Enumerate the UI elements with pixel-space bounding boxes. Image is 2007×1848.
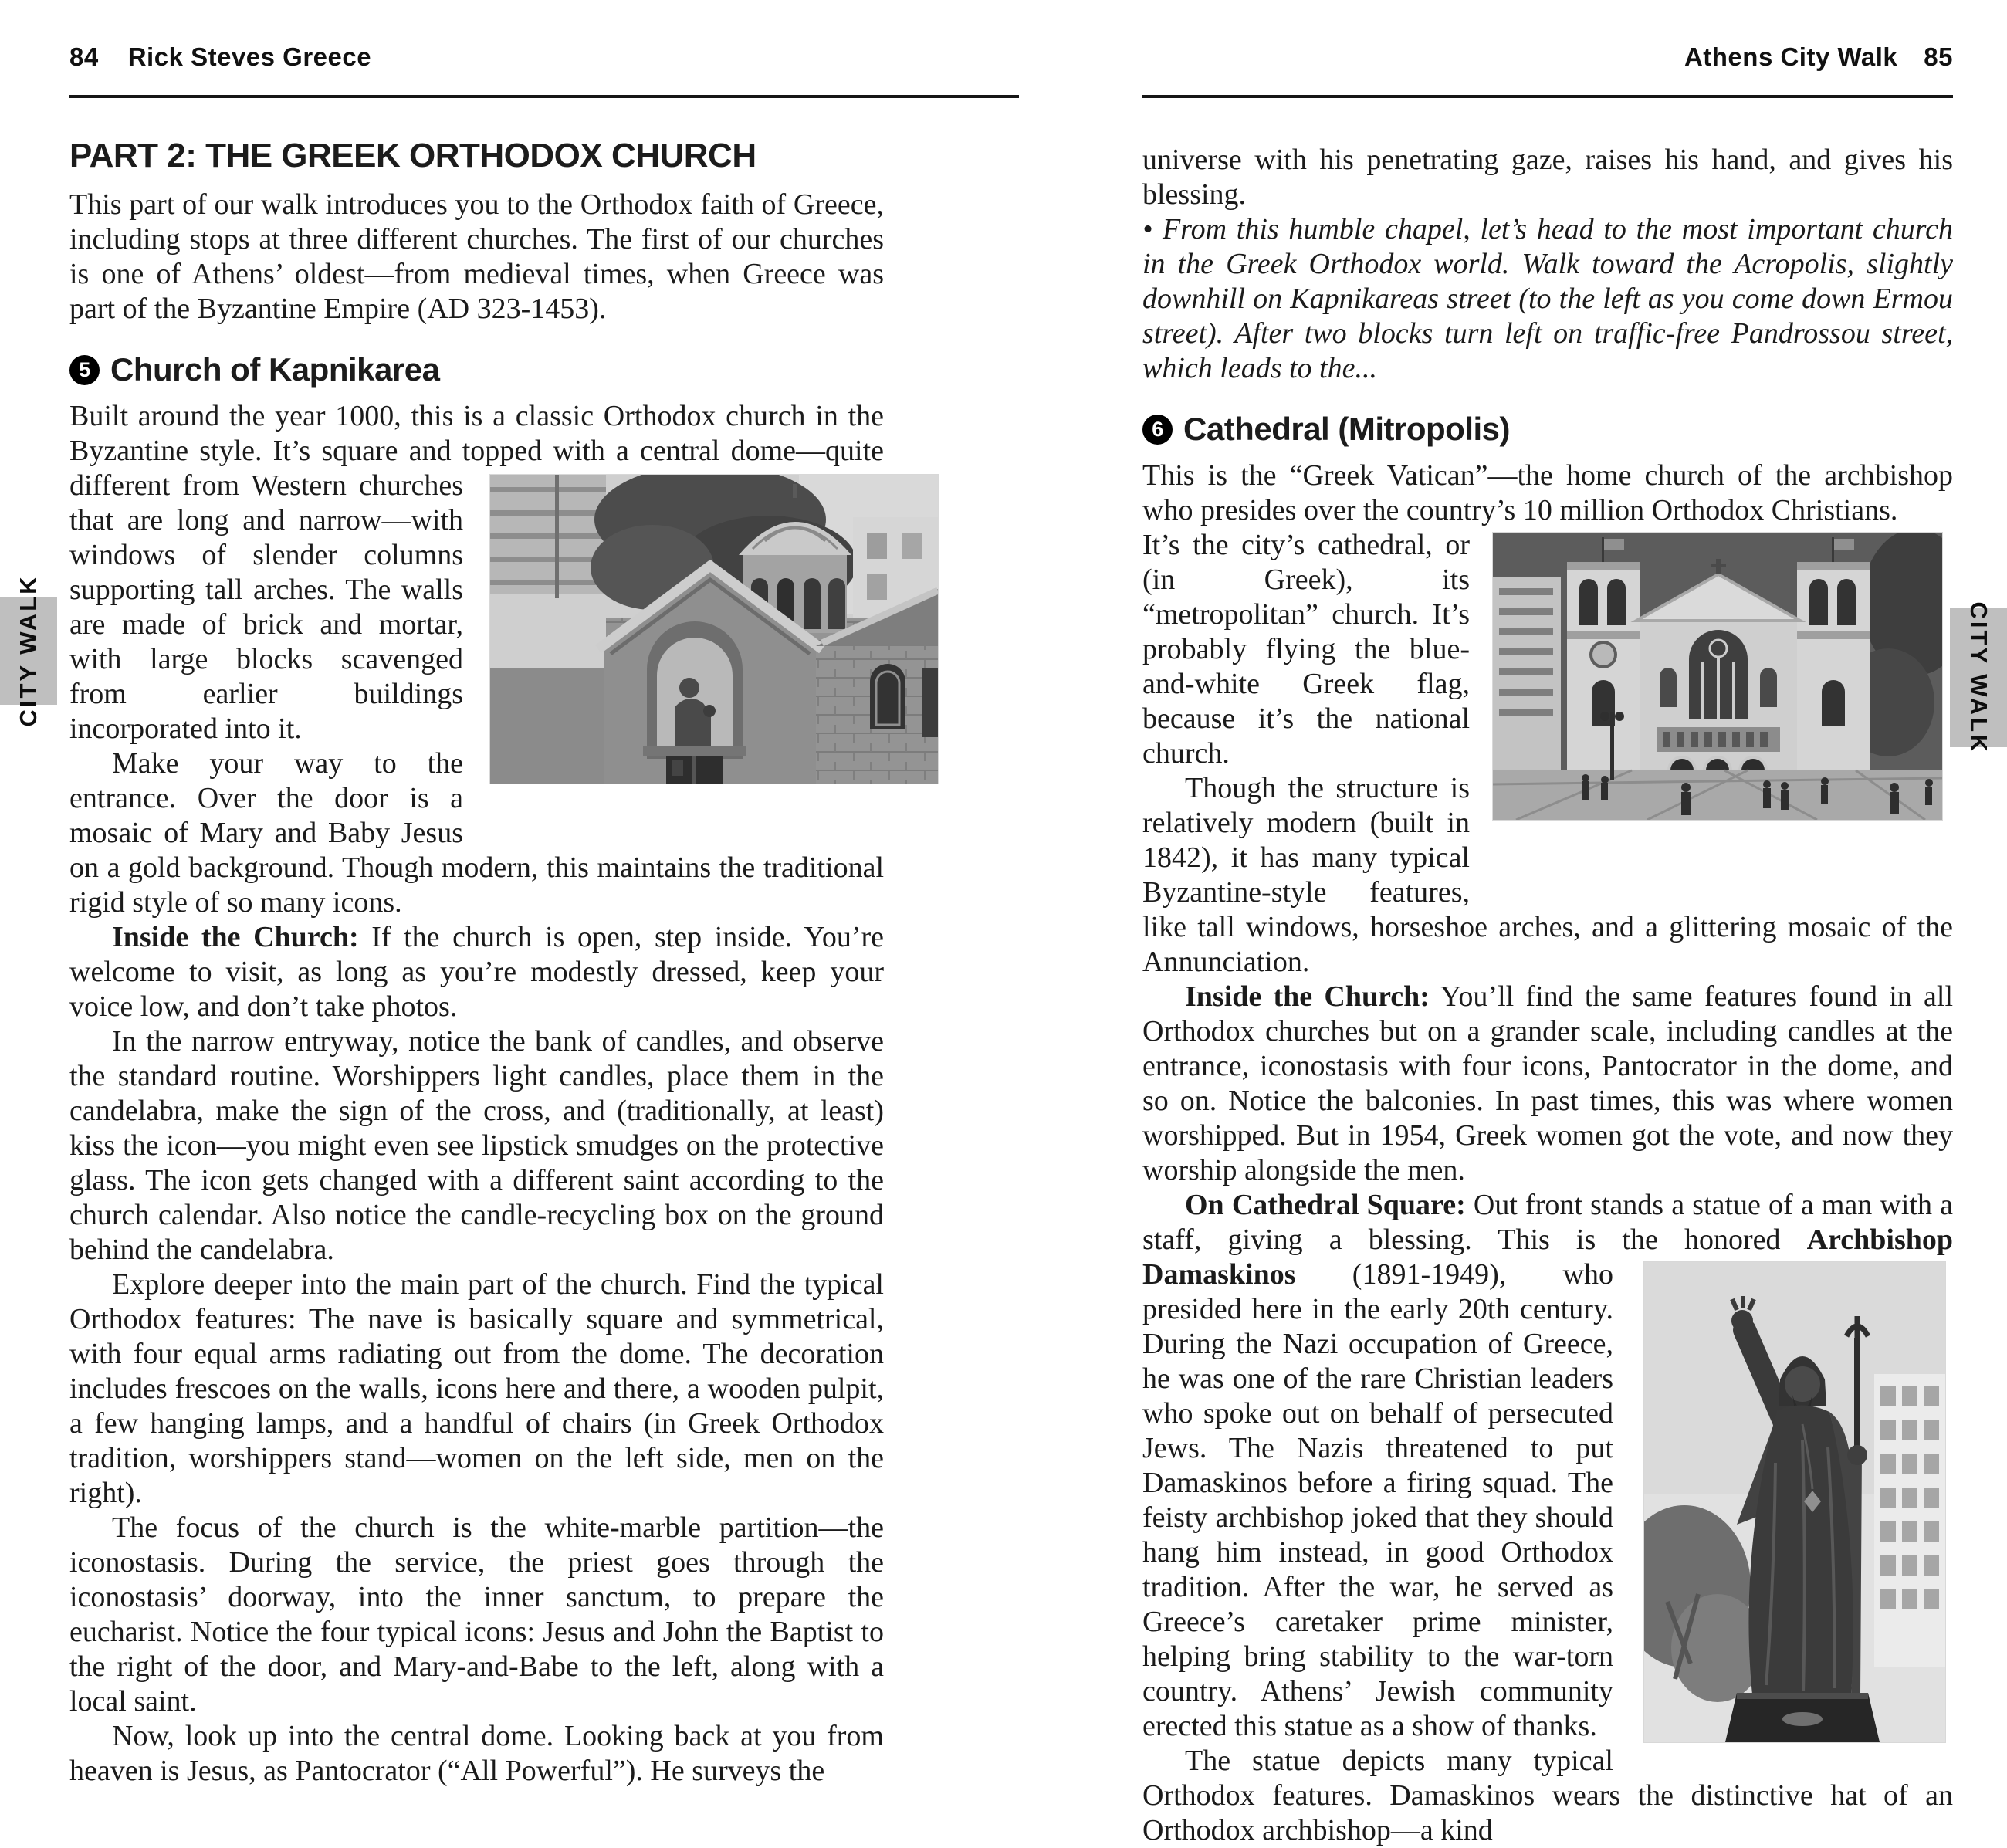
chapter-title: Athens City Walk: [1684, 42, 1898, 71]
text-run: Out front stands a statue of a man with a staff, giving a blessing. This is the honored: [1142, 1189, 1953, 1256]
section-title: Cathedral (Mitropolis): [1183, 411, 1511, 447]
header-rule: [1142, 95, 1953, 98]
paragraph: Now, look up into the central dome. Looking back at you from heaven is Jesus, as Pantocrator (“All Powerful”). He surveys the: [69, 1720, 884, 1787]
city-walk-tab-left: [0, 574, 57, 727]
text-run: It’s the city’s cathedral, or (in Greek), its “metropolitan” church. It’s probably flying the blue-and-white Greek flag, because it’s the national church.: [1142, 529, 1470, 770]
paragraph: In the narrow entryway, notice the bank of candles, and observe the standard routine. Worshippers light candles, place them in the candelabra, make the sign of the cross, and (traditionally, at least) kiss the icon—you might even see lipstick smudges on the protective glass. The icon gets changed with a different saint according to the church calendar. Also notice the candle-recycling box on the ground behind the candelabra.: [69, 1025, 884, 1266]
running-header-left: [69, 42, 884, 73]
cathedral-mitropolis-photo: [1493, 533, 1942, 820]
page-number: 84: [69, 42, 99, 71]
run-in-heading: Inside the Church:: [1185, 980, 1430, 1013]
header-rule: [69, 95, 1019, 98]
paragraph: [1142, 528, 1953, 771]
intro-paragraph: This part of our walk introduces you to the Orthodox faith of Greece, including stops at three different churches. The first of our churches is one of Athens’ oldest—from medieval times, when Greece was part of the Byzantine Empire (AD 323-1453).: [69, 188, 884, 325]
circled-5-icon: 5: [69, 355, 100, 385]
text-run: different from Western churches that are long and narrow—with windows of slender columns supporting tall arches. The walls are made of brick and mortar, with large blocks scavenged from earlier buildings incorporated into it.: [69, 469, 463, 745]
text-run: If the church is open, step inside. You’re welcome to visit, as long as you’re modestly dressed, keep your voice low, and don’t take photos.: [69, 921, 885, 1023]
kapnikarea-photo-illustration: [490, 475, 938, 784]
paragraph: [69, 399, 884, 746]
kapnikarea-church-photo: [490, 475, 938, 784]
running-header-right: [1142, 42, 1953, 73]
city-walk-tab-right: [1950, 601, 2007, 754]
tab-label: CITY WALK: [15, 574, 42, 727]
walking-directions: • From this humble chapel, let’s head to the most important church in the Greek Orthodox world. Walk toward the Acropolis, slightly downhill on Kapnikareas street (to the left as you come down Ermou street). After two blocks turn left on traffic-free Pandrossou street, which leads to the...: [1142, 213, 1953, 384]
paragraph: universe with his penetrating gaze, raises his hand, and gives his blessing.: [1142, 144, 1953, 211]
page-number: 85: [1924, 42, 1953, 71]
run-in-heading: On Cathedral Square:: [1185, 1189, 1466, 1221]
paragraph: [1142, 1188, 1953, 1744]
circled-6-icon: 6: [1142, 415, 1173, 445]
text-run: Built around the year 1000, this is a classic Orthodox church in the Byzantine style. It’s square and topped with a central dome—quite: [69, 400, 884, 467]
paragraph: The focus of the church is the white-marble partition—the iconostasis. During the service, the priest goes through the iconostasis’ doorway, into the inner sanctum, to prepare the eucharist. Notice the four typical icons: Jesus and John the Baptist to the right of the door, and Mary-and-Babe to the left, along with a local saint.: [69, 1511, 884, 1718]
page-right: [1142, 42, 1953, 1848]
paragraph: Make your way to the entrance. Over the door is a mosaic of Mary and Baby Jesus on a gold background. Though modern, this maintains the traditional rigid style of so many icons.: [69, 747, 884, 919]
paragraph: This is the “Greek Vatican”—the home church of the archbishop who presides over the country’s 10 million Orthodox Christians.: [1142, 459, 1953, 526]
bold-run: Archbishop Damaskinos: [1142, 1224, 1953, 1291]
damaskinos-statue-photo: [1644, 1262, 1945, 1742]
paragraph: [1142, 980, 1953, 1188]
text-run: (1891-1949), who presided here in the early 20th century. During the Nazi occupation of Greece, he was one of the rare Christian leaders who spoke out on behalf of persecuted Jews. The Nazis threatened to put Damaskinos before a firing squad. The feisty archbishop joked that they should hang him instead, in good Orthodox tradition. After the war, he served as Greece’s caretaker prime minister, helping bring stability to the war-torn country. Athens’ Jewish community erected this statue as a show of thanks.: [1142, 1258, 1613, 1742]
run-in-heading: Inside the Church:: [112, 921, 359, 953]
section-heading-kapnikarea: [69, 351, 884, 388]
tab-label: CITY WALK: [1965, 601, 1992, 754]
paragraph: The statue depicts many typical Orthodox features. Damaskinos wears the distinctive hat of an Orthodox archbishop—a kind: [1142, 1745, 1953, 1846]
statue-photo-illustration: [1644, 1262, 1945, 1742]
page-left: [69, 42, 884, 1789]
part-heading: PART 2: THE GREEK ORTHODOX CHURCH: [69, 137, 756, 174]
paragraph: Explore deeper into the main part of the church. Find the typical Orthodox features: The nave is basically square and symmetrical, with four equal arms radiating out from the dome. The decoration includes frescoes on the walls, icons here and there, a wooden pulpit, a few hanging lamps, and a handful of chairs (in Greek Orthodox tradition, worshippers stand—women on the left side, men on the right).: [69, 1268, 884, 1509]
text-run: You’ll find the same features found in all Orthodox churches but on a grander scale, including candles at the entrance, iconostasis with four icons, Pantocrator in the dome, and so on. Notice the balconies. In past times, this was where women worshipped. But in 1954, Greek women got the vote, and now they worship alongside the men.: [1142, 980, 1953, 1186]
section-heading-cathedral: [1142, 411, 1953, 448]
cathedral-photo-illustration: [1493, 533, 1942, 820]
section-title: Church of Kapnikarea: [110, 351, 440, 388]
paragraph: Though the structure is relatively modern (built in 1842), it has many typical Byzantine-style features, like tall windows, horseshoe arches, and a glittering mosaic of the Annunciation.: [1142, 772, 1953, 978]
book-title: Rick Steves Greece: [127, 42, 372, 71]
paragraph: [69, 920, 884, 1024]
